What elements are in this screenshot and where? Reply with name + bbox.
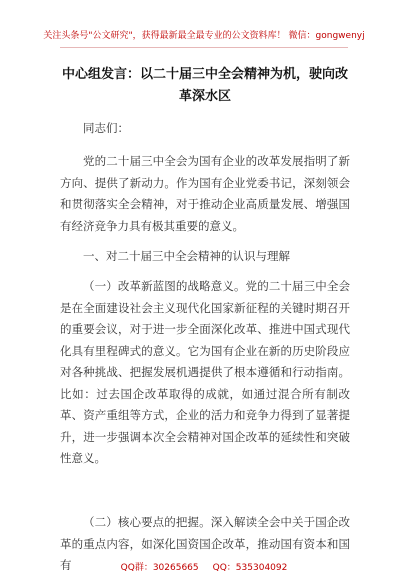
footer-qq-group: QQ群：30265665: [120, 563, 199, 573]
document-title: 中心组发言：以二十届三中全会精神为机，驶向改革深水区: [61, 67, 348, 104]
section-heading-1-text: 一、对二十届三中全会精神的认识与理解: [83, 249, 290, 263]
salutation-text: 同志们：: [83, 121, 129, 135]
paragraph-1-text: 党的二十届三中全会为国有企业的改革发展指明了新方向、提供了新动力。作为国有企业党委书记，深刻领会和贯彻落实全会精神，对于推动企业高质量发展、增强国有经济竞争力具有极其重要的意义。: [60, 154, 350, 233]
header-divider: [60, 47, 348, 48]
paragraph-2: [60, 276, 350, 470]
footer-qq: QQ：535304092: [212, 563, 288, 573]
paragraph-2-text: （一）改革新蓝图的战略意义。党的二十届三中全会是在全面建设社会主义现代化国家新征程的关键时期召开的重要会议，对于进一步全面深化改革、推进中国式现代化具有里程碑式的意义。它为国有企业在新的历史阶段应对各种挑战、把握发展机遇提供了根本遵循和行动指南。比如：过去国企改革取得的成就，如通过混合所有制改革、资产重组等方式，企业的活力和竞争力得到了显著提升，进一步强调本次全会精神对国企改革的延续性和突破性意义。: [60, 279, 350, 465]
paragraph-1: [60, 151, 350, 237]
section-heading-1: [60, 246, 350, 268]
salutation: [60, 118, 350, 140]
paragraph-3-text: （二）核心要点的把握。深入解读全会中关于国企改革的重点内容，如深化国资国企改革，推动国有资本和国有: [60, 515, 350, 572]
header-banner: 关注头条号"公文研究"，获得最新最全最专业的公文资料库！ 微信：gongwenyj: [43, 31, 365, 41]
footer-contact: [0, 560, 408, 573]
